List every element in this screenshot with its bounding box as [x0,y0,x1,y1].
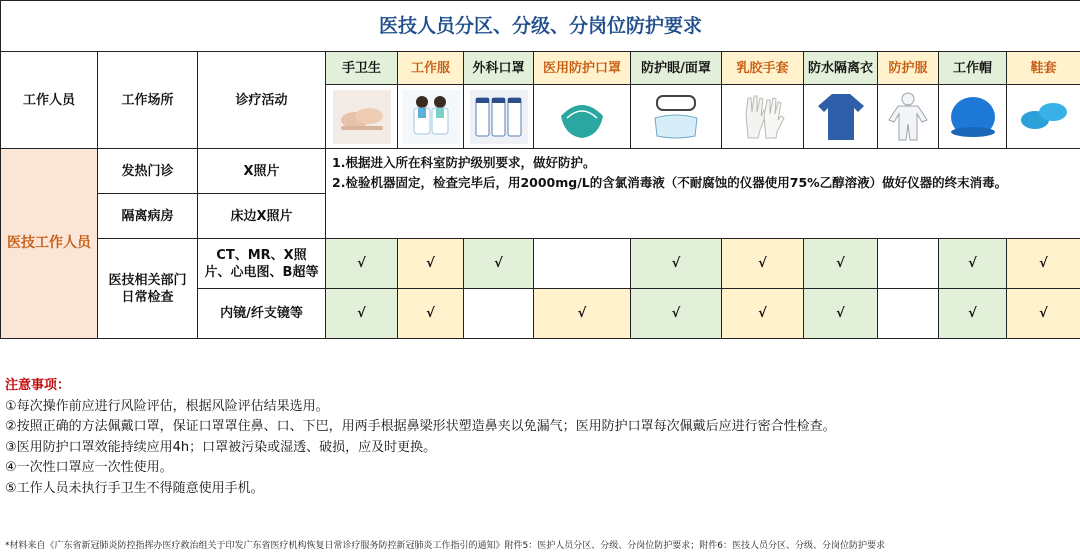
ppe-image-cell [804,85,878,149]
protective-suit-icon [878,90,938,144]
ppe-image-cell [464,85,534,149]
check-mark: √ [671,306,681,321]
check-mark: √ [968,256,977,271]
surgical-mask-icon [464,90,533,144]
isolation-gown-icon [804,90,877,144]
check-cell [534,289,631,339]
hand-hygiene-icon [326,90,397,144]
check-mark: √ [968,306,977,321]
check-mark: √ [671,256,681,271]
activity-cell: X照片 [198,149,326,194]
check-cell [939,239,1007,289]
header-location: 工作场所 [98,52,198,149]
header-activity: 诊疗活动 [198,52,326,149]
ppe-header-label: 医用防护口罩 [534,52,631,85]
activity-cell: 内镜/纤支镜等 [198,289,326,339]
note-item: ①每次操作前应进行风险评估，根据风险评估结果选用。 [5,398,329,414]
check-mark: √ [494,256,503,271]
ppe-image-cell [878,85,939,149]
goggles-faceshield-icon [631,90,721,144]
check-cell [722,289,804,339]
check-cell [631,289,722,339]
check-mark: √ [1039,256,1048,271]
ppe-image-cell [534,85,631,149]
check-mark: √ [836,306,845,321]
work-cap-icon [939,90,1006,144]
notes-list [5,397,1075,500]
check-cell [398,239,464,289]
ppe-header-label: 防水隔离衣 [804,52,878,85]
merged-note [326,149,1080,239]
check-cell [722,239,804,289]
ppe-header-label: 乳胶手套 [722,52,804,85]
check-cell [464,239,534,289]
ppe-image-cell [398,85,464,149]
note-item: ⑤工作人员未执行手卫生不得随意使用手机。 [5,480,264,496]
check-cell [326,239,398,289]
page-title: 医技人员分区、分级、分岗位防护要求 [1,1,1080,52]
check-cell [534,239,631,289]
activity-cell: 床边X照片 [198,194,326,239]
check-cell [804,239,878,289]
ppe-image-cell [631,85,722,149]
ppe-header-label: 防护眼/面罩 [631,52,722,85]
activity-cell: CT、MR、X照片、心电图、B超等 [198,239,326,289]
merged-note-text [332,153,1074,193]
check-mark: √ [426,306,435,321]
check-mark: √ [357,256,366,271]
check-cell [1007,289,1080,339]
ppe-header-label: 防护服 [878,52,939,85]
check-mark: √ [1039,306,1048,321]
notes-title: 注意事项： [5,378,71,393]
note-item: ④一次性口罩应一次性使用。 [5,460,173,475]
check-mark: √ [577,306,587,321]
merged-note-line: 1.根据进入所在科室防护级别要求，做好防护。 [332,155,596,170]
merged-note-line: 2.检验机器固定，检查完毕后，用2000mg/L的含氯消毒液（不耐腐蚀的仪器使用75%乙醇溶液）做好仪器的终末消毒。 [332,175,1008,190]
check-mark: √ [357,306,366,321]
check-cell [878,239,939,289]
shoe-cover-icon [1007,90,1080,144]
n95-mask-icon [534,90,630,144]
check-cell [464,289,534,339]
location-cell: 发热门诊 [98,149,198,194]
ppe-image-cell [326,85,398,149]
location-cell: 隔离病房 [98,194,198,239]
check-cell [631,239,722,289]
ppe-image-cell [722,85,804,149]
ppe-header-label: 鞋套 [1007,52,1080,85]
ppe-header-label: 工作帽 [939,52,1007,85]
header-staff: 工作人员 [1,52,98,149]
ppe-image-cell [1007,85,1080,149]
check-cell [1007,239,1080,289]
work-clothes-icon [398,90,463,144]
ppe-image-cell [939,85,1007,149]
note-item: ③医用防护口罩效能持续应用4h；口罩被污染或湿透、破损，应及时更换。 [5,439,437,455]
check-mark: √ [426,256,435,271]
latex-gloves-icon [722,90,803,144]
note-item: ②按照正确的方法佩戴口罩，保证口罩罩住鼻、口、下巴，用两手根据鼻梁形状塑造鼻夹以免漏气；医用防护口罩每次佩戴后应进行密合性检查。 [5,419,836,434]
check-mark: √ [758,306,767,321]
ppe-header-label: 手卫生 [326,52,398,85]
check-cell [939,289,1007,339]
ppe-header-label: 工作服 [398,52,464,85]
check-cell [398,289,464,339]
check-cell [878,289,939,339]
ppe-header-label: 外科口罩 [464,52,534,85]
staff-category-label: 医技工作人员 [1,149,98,339]
notes-section [5,376,1075,499]
source-footnote: *材料来自《广东省新冠肺炎防控指挥办医疗救治组关于印发广东省医疗机构恢复日常诊疗服务防控新冠肺炎工作指引的通知》附件5：医护人员分区、分级、分岗位防护要求；附件6：医技人员分区、分级、分岗位防护要求 [5,541,885,551]
check-cell [326,289,398,339]
check-mark: √ [758,256,767,271]
dept-location-cell: 医技相关部门日常检查 [98,239,198,339]
check-mark: √ [836,256,845,271]
check-cell [804,289,878,339]
